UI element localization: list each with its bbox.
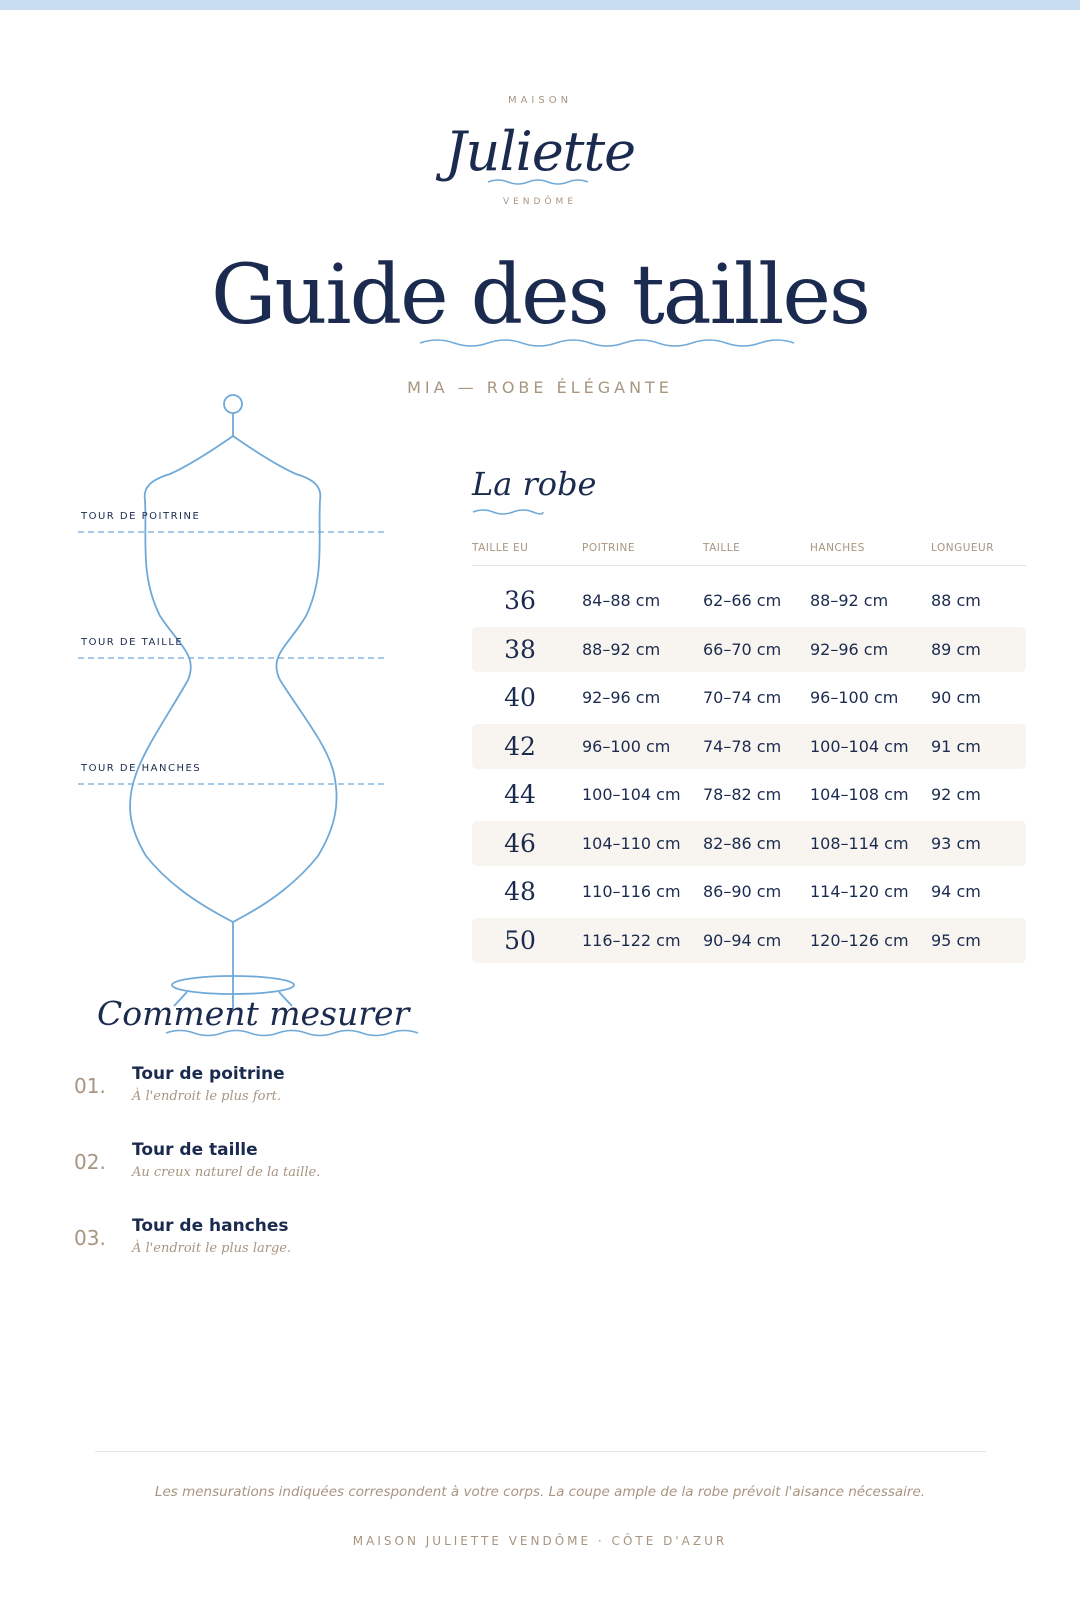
- brand-logo: Juliette: [444, 120, 636, 183]
- page-subtitle: MIA — ROBE ÉLÉGANTE: [407, 378, 673, 397]
- waist-cell: 78–82 cm: [703, 785, 782, 804]
- measure-steps: [74, 1064, 454, 1292]
- length-cell: 93 cm: [931, 833, 981, 853]
- length-cell: 95 cm: [931, 930, 981, 950]
- step-number: 01.: [74, 1074, 106, 1098]
- title-underline-squiggle: [420, 340, 794, 346]
- page-title: Guide des tailles: [211, 248, 869, 343]
- bust-cell: 88–92 cm: [582, 639, 661, 659]
- brand-prefix: MAISON: [507, 95, 573, 106]
- bust-cell: 104–110 cm: [582, 833, 681, 853]
- waist-cell: 74–78 cm: [703, 736, 782, 756]
- waist-cell: 62–66 cm: [703, 591, 782, 610]
- length-cell: 94 cm: [931, 882, 981, 901]
- header-waist: TAILLE: [703, 541, 741, 554]
- size-cell: 40: [504, 683, 536, 712]
- size-cell: 42: [504, 731, 536, 761]
- length-cell: 89 cm: [931, 639, 981, 659]
- brand-underline-squiggle: [488, 180, 588, 184]
- step-item: [74, 1216, 454, 1292]
- footer-divider: [95, 1451, 986, 1452]
- waist-cell: 82–86 cm: [703, 833, 782, 853]
- length-cell: 92 cm: [931, 785, 981, 804]
- brand-suffix: VENDÔME: [502, 197, 578, 207]
- bust-cell: 110–116 cm: [582, 882, 681, 901]
- size-cell: 50: [504, 925, 536, 955]
- header-length: LONGUEUR: [931, 541, 995, 554]
- waist-cell: 66–70 cm: [703, 639, 782, 659]
- hips-cell: 120–126 cm: [810, 930, 909, 950]
- bust-cell: 92–96 cm: [582, 688, 661, 707]
- step-number: 02.: [74, 1150, 106, 1174]
- hips-cell: 96–100 cm: [810, 688, 899, 707]
- step-description: Au creux naturel de la taille.: [132, 1165, 321, 1180]
- table-header: [472, 530, 1026, 566]
- table-row: [472, 578, 1026, 623]
- waist-label: TOUR DE TAILLE: [81, 637, 184, 648]
- hips-cell: 100–104 cm: [810, 736, 909, 756]
- table-title: La robe: [472, 465, 597, 503]
- size-cell: 36: [504, 586, 536, 615]
- step-number: 03.: [74, 1226, 106, 1250]
- step-description: À l'endroit le plus fort.: [132, 1089, 282, 1104]
- waist-cell: 90–94 cm: [703, 930, 782, 950]
- dress-form-icon: [130, 395, 337, 1010]
- header-bust: POITRINE: [582, 541, 635, 554]
- table-row: [472, 869, 1026, 914]
- step-title: Tour de poitrine: [132, 1064, 285, 1084]
- table-row: [472, 724, 1026, 769]
- size-cell: 48: [504, 877, 536, 906]
- table-row: [472, 918, 1026, 963]
- hips-label: TOUR DE HANCHES: [81, 763, 202, 774]
- hips-cell: 114–120 cm: [810, 882, 909, 901]
- size-cell: 44: [504, 780, 536, 809]
- size-table: [472, 530, 1026, 963]
- bust-label: TOUR DE POITRINE: [81, 511, 201, 522]
- step-item: [74, 1064, 454, 1140]
- size-cell: 38: [504, 634, 536, 664]
- bust-cell: 100–104 cm: [582, 785, 681, 804]
- length-cell: 88 cm: [931, 591, 981, 610]
- waist-cell: 86–90 cm: [703, 882, 782, 901]
- bust-cell: 96–100 cm: [582, 736, 671, 756]
- waist-cell: 70–74 cm: [703, 688, 782, 707]
- hips-cell: 92–96 cm: [810, 639, 889, 659]
- table-row: [472, 627, 1026, 672]
- size-cell: 46: [504, 828, 536, 858]
- footer-note: Les mensurations indiquées correspondent à votre corps. La coupe ample de la robe prévoit l'aisance nécessaire.: [154, 1484, 926, 1500]
- bust-cell: 116–122 cm: [582, 930, 681, 950]
- header-hips: HANCHES: [810, 541, 865, 554]
- step-title: Tour de hanches: [132, 1216, 289, 1236]
- length-cell: 91 cm: [931, 736, 981, 756]
- header-size: TAILLE EU: [472, 541, 529, 554]
- step-item: [74, 1140, 454, 1216]
- table-row: [472, 821, 1026, 866]
- how-to-title: Comment mesurer: [97, 994, 410, 1033]
- table-title-underline: [473, 510, 543, 514]
- step-title: Tour de taille: [132, 1140, 258, 1160]
- step-description: À l'endroit le plus large.: [132, 1241, 292, 1256]
- length-cell: 90 cm: [931, 688, 981, 707]
- bust-cell: 84–88 cm: [582, 591, 661, 610]
- hips-cell: 108–114 cm: [810, 833, 909, 853]
- footer-brand-line: MAISON JULIETTE VENDÔME · CÔTE D'AZUR: [352, 1534, 728, 1548]
- table-row: [472, 772, 1026, 817]
- hips-cell: 104–108 cm: [810, 785, 909, 804]
- table-row: [472, 675, 1026, 720]
- hips-cell: 88–92 cm: [810, 591, 889, 610]
